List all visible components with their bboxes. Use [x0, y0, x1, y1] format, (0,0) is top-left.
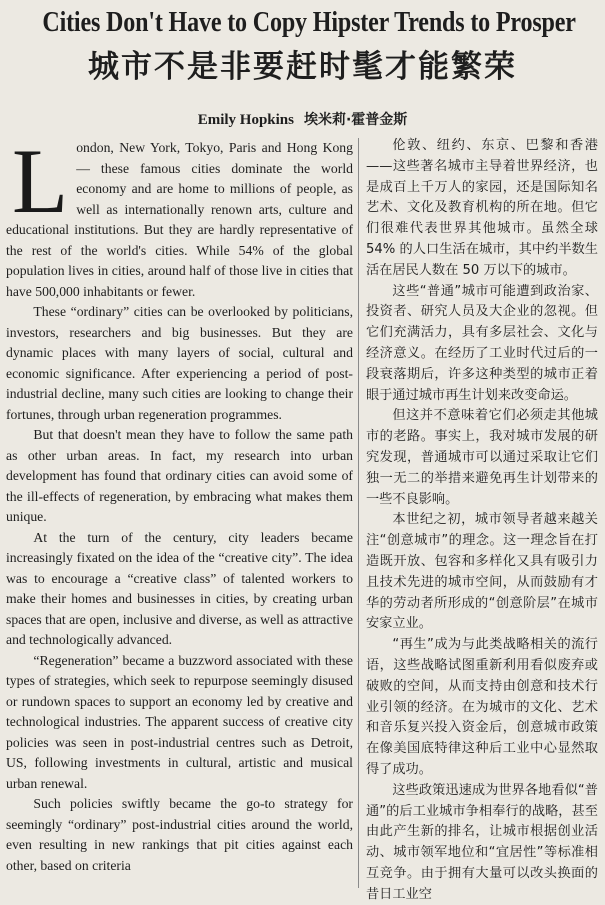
chinese-paragraph: 但这并不意味着它们必须走其他城市的老路。事实上，我对城市发展的研究发现，普通城市可以通过采取让它们独一无二的举措来避免再生计划带来的一些不良影响。	[366, 408, 598, 507]
chinese-column	[366, 136, 598, 902]
english-paragraph: These “ordinary” cities can be overlooked by politicians, investors, researchers and big businesses. But they are dynamic places with many layers of social, cultural and economic significance. After experiencing a period of post-industrial decline, many such cities are looking to change their fortunes, through urban regeneration programmes.	[6, 304, 353, 422]
chinese-paragraph: 这些“普通”城市可能遭到政治家、投资者、研究人员及大企业的忽视。但它们充满活力，具有多层社会、文化与经济意义。在经历了工业时代过后的一段衰落期后，许多这种类型的城市正着眼于通过城市再生计划来改变命运。	[366, 283, 598, 403]
english-paragraph: At the turn of the century, city leaders became increasingly fixated on the idea of the “creative city”. The idea was to encourage a “creative class” of talented workers to make their homes and businesses in cities, by creating urban spaces that are open, inclusive and diverse, as well as attractive and technologically advanced.	[6, 529, 353, 647]
chinese-paragraph: 本世纪之初，城市领导者越来越关注“创意城市”的理念。这一理念旨在打造既开放、包容和多样化又具有吸引力且技术先进的城市空间，从而鼓励有才华的劳动者所形成的“创意阶层”在城市安家立业。	[366, 512, 598, 632]
english-paragraph	[6, 130, 353, 302]
chinese-paragraph: 这些政策迅速成为世界各地看似“普通”的后工业城市争相奉行的战略，甚至由此产生新的排名，让城市根据创业活动、城市领军地位和“宜居性”等标准相互竞争。由于拥有大量可以改头换面的昔日工业空	[366, 782, 598, 902]
headline-chinese: 城市不是非要赶时髦才能繁荣	[88, 49, 517, 85]
byline	[0, 111, 605, 129]
english-paragraph: Such policies swiftly became the go-to strategy for seemingly “ordinary” post-industrial cities around the world, even resulting in new rankings that pit cities against each other, based on criteria	[6, 796, 353, 873]
english-paragraph: But that doesn't mean they have to follow the same path as other urban areas. In fact, my research into urban development has found that ordinary cities can avoid some of the ill-effects of regeneration, by embracing what makes them unique.	[6, 427, 353, 524]
column-divider	[358, 138, 359, 888]
chinese-paragraph: 伦敦、纽约、东京、巴黎和香港——这些著名城市主导着世界经济，也是成百上千万人的家园，还是国际知名艺术、文化及教育机构的所在地。但它们很难代表世界其他城市。虽然全球 54% 的人口生活在城市，其中约半数生活在居民人数在 50 万以下的城市。	[366, 138, 598, 278]
chinese-paragraph: “再生”成为与此类战略相关的流行语，这些战略试图重新利用看似废弃或破败的空间，从而支持由创意和技术行业引领的经济。在为城市的文化、艺术和音乐复兴投入资金后，创意城市政策在像美国底特律这种后工业中心显然取得了成功。	[366, 637, 598, 777]
drop-cap: L	[12, 130, 69, 232]
author-english: Emily Hopkins	[197, 112, 294, 128]
english-paragraph-text: ondon, New York, Tokyo, Paris and Hong Kong — these famous cities dominate the world economy and are home to millions of people, as well as internationally renown arts, culture and educational institutions. But they are hardly representative of the rest of the world's cities. While 54% of the global population lives in cities, around half of those live in cities that have 500,000 inhabitants or fewer.	[6, 140, 353, 299]
author-chinese: 埃米莉·霍普金斯	[303, 112, 408, 128]
headline-english: Cities Don't Have to Copy Hipster Trends to Prosper	[42, 7, 576, 38]
english-paragraph: “Regeneration” became a buzzword associated with these types of strategies, which seek to repurpose seemingly disused or rundown spaces to support an economy led by creative and technological industries. The apparent success of creative city policies was seen in post-industrial centres such as Detroit, US, following investments in cultural, artistic and musical urban renewal.	[6, 652, 353, 791]
english-column	[6, 130, 353, 888]
